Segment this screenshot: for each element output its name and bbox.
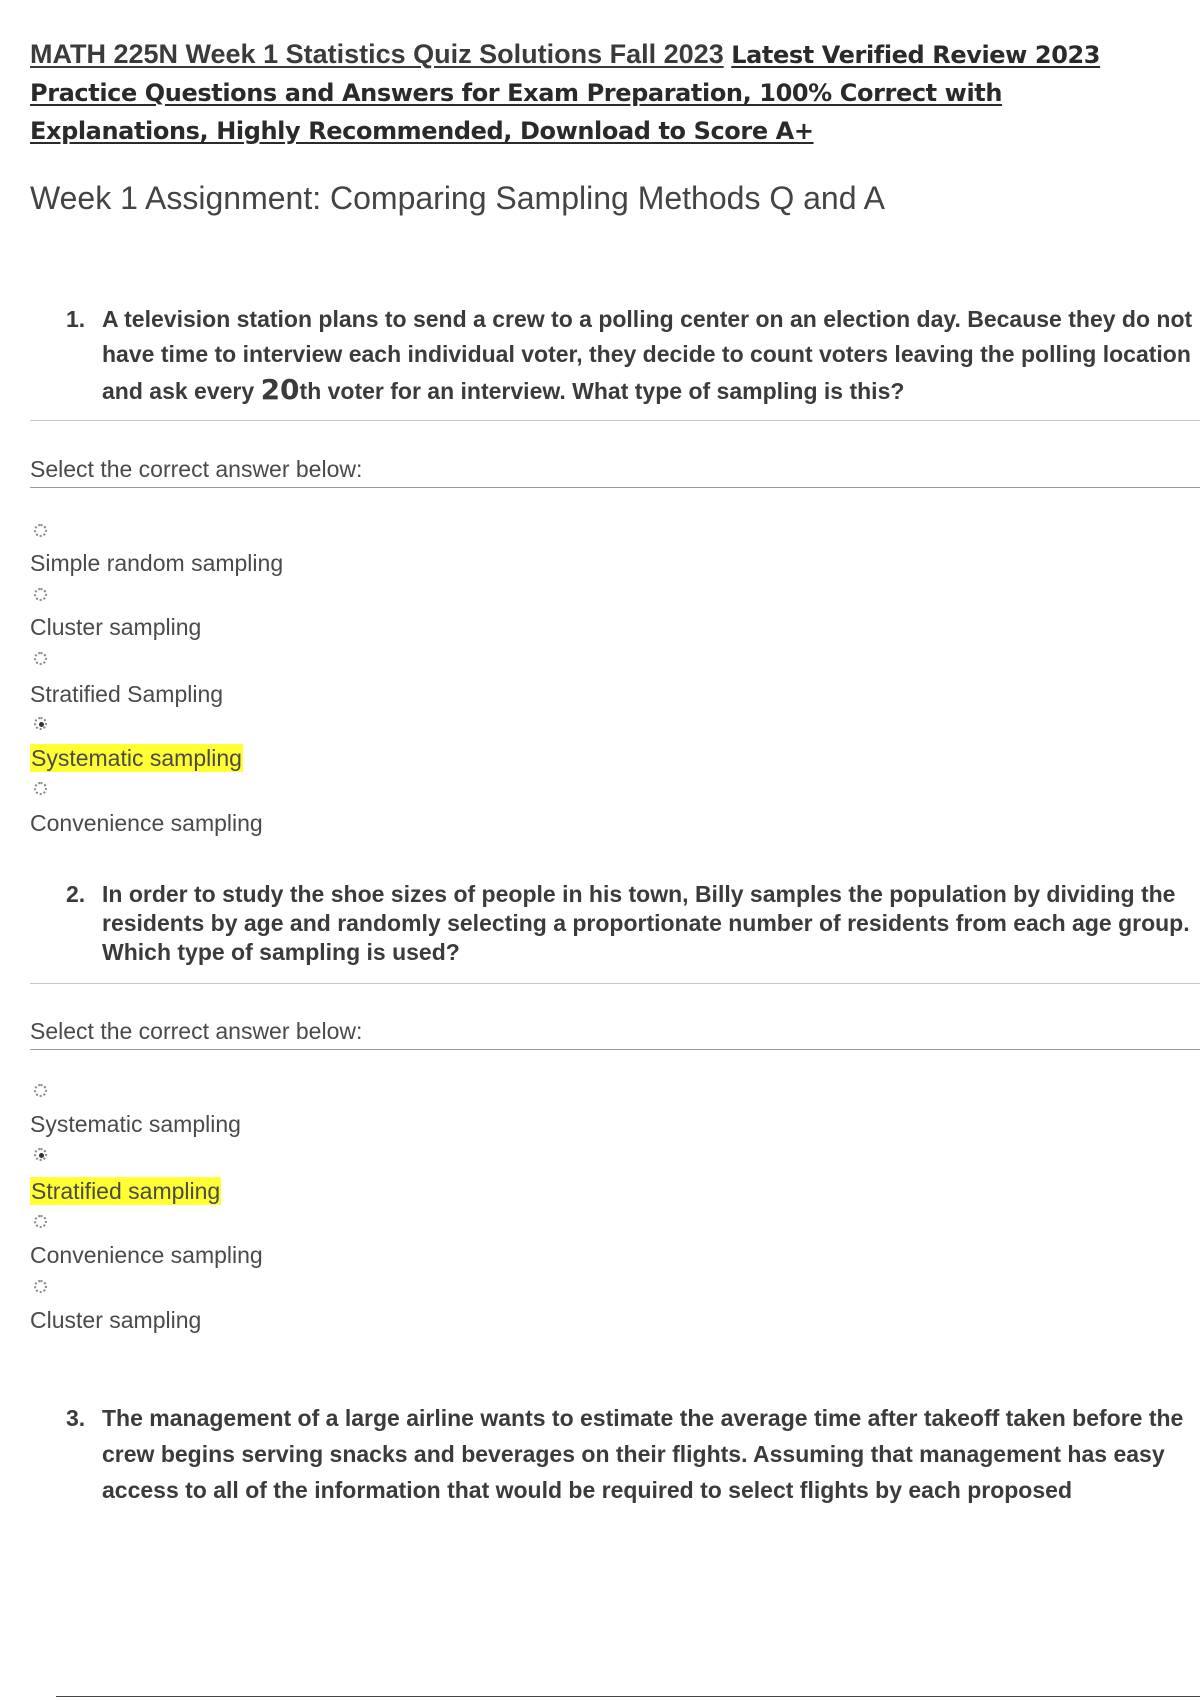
radio-option-2-selected[interactable] — [34, 1148, 47, 1161]
option-label: Convenience sampling — [30, 810, 263, 836]
radio-option-5[interactable] — [34, 782, 47, 795]
option-label: Simple random sampling — [30, 550, 284, 576]
answer-prompt: Select the correct answer below: — [30, 1018, 1200, 1050]
option-label: Cluster sampling — [30, 1307, 202, 1333]
radio-option-3[interactable] — [34, 1215, 47, 1228]
question-2 — [66, 880, 1200, 967]
radio-option-1[interactable] — [34, 524, 47, 537]
radio-option-4[interactable] — [34, 1280, 47, 1293]
footer-divider — [56, 1696, 1200, 1697]
question-text-part: th voter for an interview. What type of sampling is this? — [299, 378, 905, 404]
question-text — [102, 302, 1200, 409]
question-number: 3. — [66, 1405, 86, 1431]
divider — [30, 983, 1200, 984]
document-title-subtitle: Latest Verified Review 2023 Practice Questions and Answers for Exam Preparation, 100% Correct with Explanations, Highly Recommended, Download to Score A+ — [30, 41, 1101, 145]
document-title-main: MATH 225N Week 1 Statistics Quiz Solutions Fall 2023 — [30, 39, 724, 69]
answer-prompt: Select the correct answer below: — [30, 456, 1200, 488]
option-label-correct: Systematic sampling — [31, 745, 242, 771]
radio-option-1[interactable] — [34, 1084, 47, 1097]
question-3 — [66, 1400, 1200, 1508]
option-label: Stratified Sampling — [30, 681, 224, 707]
radio-option-3[interactable] — [34, 652, 47, 665]
option-label: Cluster sampling — [30, 614, 202, 640]
option-label: Systematic sampling — [30, 1111, 241, 1137]
radio-option-4-selected[interactable] — [34, 717, 47, 730]
question-emphasis-number: 20 — [260, 373, 300, 406]
question-text-part: A television station plans to send a crew to a polling center on an election day. Because they do not have time to interview each individual voter, they decide to count voters leaving the polling location and ask every — [102, 306, 1193, 404]
option-label-correct: Stratified sampling — [31, 1178, 221, 1204]
assignment-title: Week 1 Assignment: Comparing Sampling Methods Q and A — [30, 180, 885, 216]
document-title — [30, 36, 1180, 150]
question-text: The management of a large airline wants to estimate the average time after takeoff taken before the crew begins serving snacks and beverages on their flights. Assuming that management has easy access to all of the information that would be required to select flights by each proposed — [102, 1405, 1184, 1503]
question-text: In order to study the shoe sizes of people in his town, Billy samples the population by dividing the residents by age and randomly selecting a proportionate number of residents from each age group. Which type of sampling is used? — [102, 881, 1190, 965]
question-number: 2. — [66, 881, 86, 907]
question-number: 1. — [66, 306, 86, 332]
question-1 — [66, 302, 1200, 409]
radio-option-2[interactable] — [34, 588, 47, 601]
option-label: Convenience sampling — [30, 1242, 263, 1268]
divider — [30, 420, 1200, 421]
